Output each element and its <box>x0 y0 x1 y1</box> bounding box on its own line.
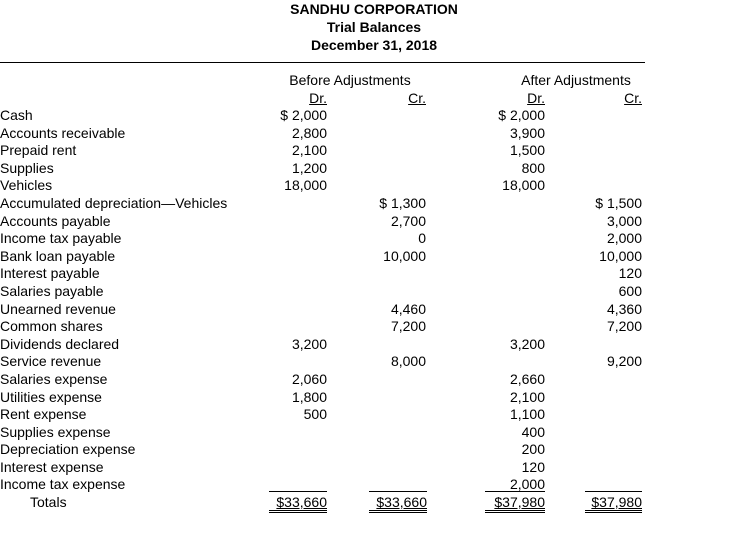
account-name: Service revenue <box>0 353 102 370</box>
account-row <box>0 336 748 354</box>
account-row <box>0 160 748 178</box>
before-dr-value: 2,800 <box>291 124 327 141</box>
before-dr-value: 500 <box>303 406 327 423</box>
account-row <box>0 248 748 266</box>
after-cr-value: 3,000 <box>606 212 642 229</box>
account-row <box>0 195 748 213</box>
before-cr-value: 7,200 <box>390 318 426 335</box>
after-dr-value: 120 <box>521 458 545 475</box>
before-dr-value: 2,100 <box>291 142 327 159</box>
after-cr-value: 4,360 <box>606 300 642 317</box>
before-cr-heading: Cr. <box>408 90 426 106</box>
account-row <box>0 406 748 424</box>
before-cr-value: 0 <box>418 230 426 247</box>
before-cr-value: 2,700 <box>390 212 426 229</box>
after-dr-value: 400 <box>521 423 545 440</box>
account-name: Rent expense <box>0 406 87 423</box>
account-name: Unearned revenue <box>0 300 116 317</box>
before-cr-value: 10,000 <box>383 247 426 264</box>
after-cr-value: $ 1,500 <box>595 194 642 211</box>
account-name: Interest expense <box>0 458 104 475</box>
header-divider <box>0 62 645 63</box>
after-cr-total: $37,980 <box>585 494 642 513</box>
account-name: Prepaid rent <box>0 142 77 159</box>
statement-title: Trial Balances <box>326 19 422 35</box>
account-name: Dividends declared <box>0 335 120 352</box>
account-row <box>0 125 748 143</box>
before-dr-total: $33,660 <box>269 494 327 513</box>
after-dr-heading: Dr. <box>527 90 545 106</box>
account-row <box>0 441 748 459</box>
after-dr-value: 18,000 <box>502 177 545 194</box>
after-dr-value: 3,200 <box>509 335 545 352</box>
before-dr-value: $ 2,000 <box>280 107 327 123</box>
after-dr-value: 800 <box>521 159 545 176</box>
after-cr-value: 7,200 <box>606 318 642 335</box>
after-dr-value: 2,100 <box>509 388 545 405</box>
before-adjustments-heading: Before Adjustments <box>289 72 411 88</box>
after-dr-value: 1,500 <box>509 142 545 159</box>
before-dr-value: 2,060 <box>291 370 327 387</box>
after-cr-value: 10,000 <box>599 247 642 264</box>
trial-balance-rows <box>0 107 748 494</box>
account-name: Income tax payable <box>0 230 122 247</box>
before-dr-value: 18,000 <box>284 177 327 194</box>
account-name: Supplies expense <box>0 423 111 440</box>
account-name: Utilities expense <box>0 388 102 405</box>
account-row <box>0 177 748 195</box>
before-dr-total-rule <box>269 491 327 492</box>
account-row <box>0 107 748 125</box>
after-cr-heading: Cr. <box>624 90 642 106</box>
after-dr-value: 200 <box>521 441 545 458</box>
after-adjustments-heading: After Adjustments <box>521 72 631 88</box>
account-name: Accounts payable <box>0 212 111 229</box>
before-cr-value: $ 1,300 <box>379 194 426 211</box>
account-name: Vehicles <box>0 177 53 194</box>
before-cr-total: $33,660 <box>369 494 427 513</box>
account-name: Accounts receivable <box>0 124 126 141</box>
after-dr-total: $37,980 <box>485 494 545 513</box>
before-cr-value: 4,460 <box>390 300 426 317</box>
after-dr-total-rule <box>485 491 545 492</box>
after-dr-value: $ 2,000 <box>498 107 545 123</box>
company-name: SANDHU CORPORATION <box>290 1 458 17</box>
account-row <box>0 459 748 477</box>
account-name: Accumulated depreciation—Vehicles <box>0 194 228 211</box>
before-dr-value: 1,800 <box>291 388 327 405</box>
account-row <box>0 230 748 248</box>
after-dr-value: 2,660 <box>509 370 545 387</box>
after-cr-value: 2,000 <box>606 230 642 247</box>
after-dr-value: 2,000 <box>509 476 545 493</box>
before-cr-total-rule <box>369 491 427 492</box>
account-name: Bank loan payable <box>0 247 116 264</box>
before-dr-value: 3,200 <box>291 335 327 352</box>
account-name: Depreciation expense <box>0 441 136 458</box>
account-row <box>0 301 748 319</box>
before-dr-heading: Dr. <box>309 90 327 106</box>
account-row <box>0 353 748 371</box>
after-cr-value: 120 <box>618 265 642 282</box>
account-name: Common shares <box>0 318 103 335</box>
after-dr-value: 1,100 <box>509 406 545 423</box>
totals-label: Totals <box>30 494 67 510</box>
account-name: Income tax expense <box>0 476 126 493</box>
account-name: Supplies <box>0 159 54 176</box>
account-row <box>0 318 748 336</box>
statement-date: December 31, 2018 <box>310 37 438 53</box>
totals-row <box>0 494 748 512</box>
after-cr-value: 600 <box>618 282 642 299</box>
account-row <box>0 265 748 283</box>
account-row <box>0 371 748 389</box>
account-name: Salaries payable <box>0 282 104 299</box>
account-name: Salaries expense <box>0 370 108 387</box>
account-name: Interest payable <box>0 265 100 282</box>
account-row <box>0 283 748 301</box>
account-row <box>0 424 748 442</box>
account-row <box>0 142 748 160</box>
before-dr-value: 1,200 <box>291 159 327 176</box>
after-cr-value: 9,200 <box>606 353 642 370</box>
before-cr-value: 8,000 <box>390 353 426 370</box>
after-cr-total-rule <box>585 491 642 492</box>
after-dr-value: 3,900 <box>509 124 545 141</box>
account-name: Cash <box>0 107 33 123</box>
account-row <box>0 389 748 407</box>
account-row <box>0 213 748 231</box>
